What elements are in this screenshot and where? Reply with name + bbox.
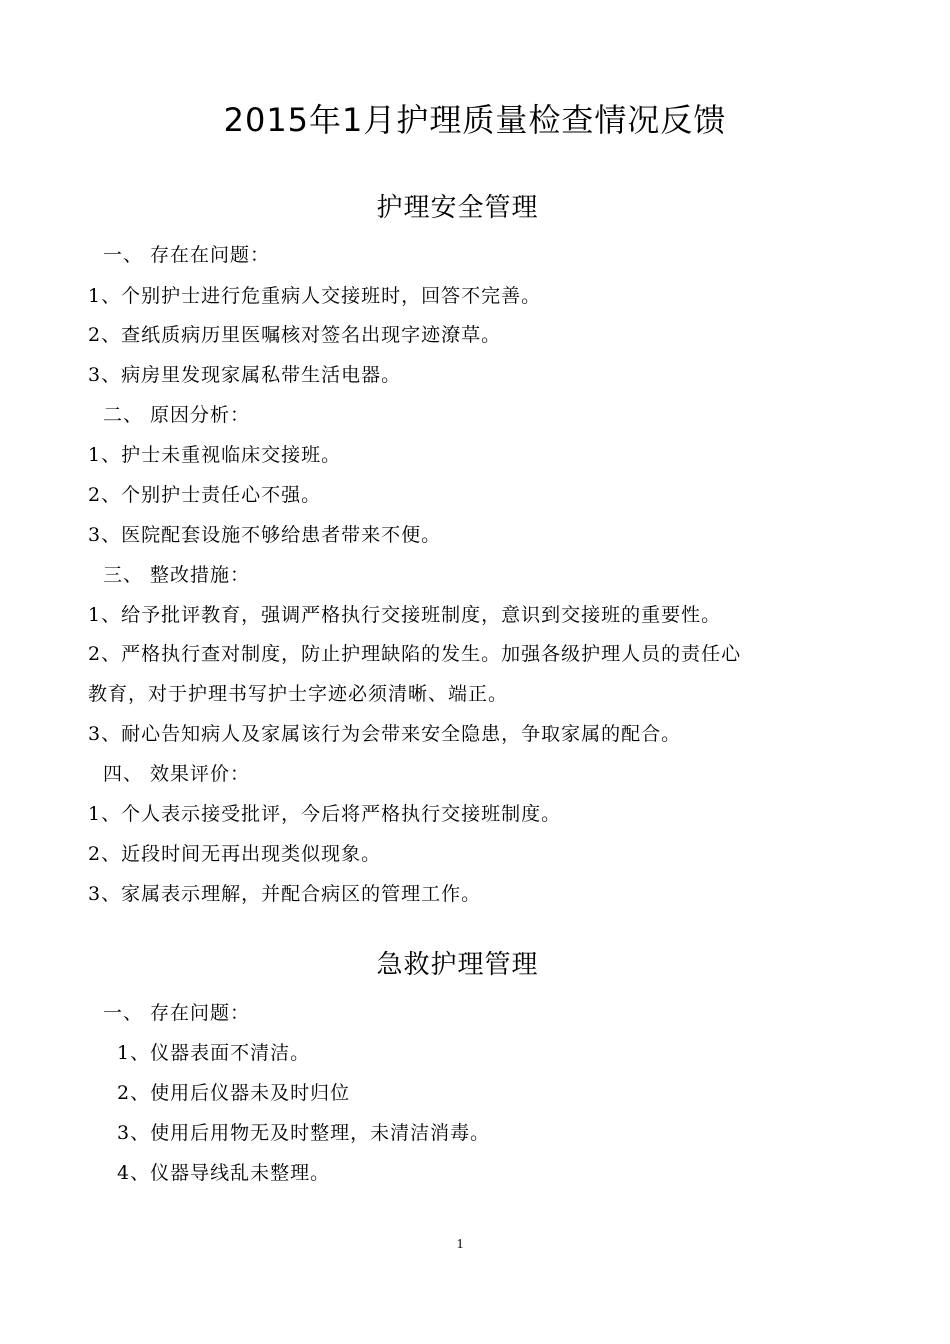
- list-item: 1、个人表示接受批评，今后将严格执行交接班制度。: [88, 803, 562, 825]
- heading-problems: 一、 存在问题：: [103, 1002, 251, 1024]
- list-item: 2、严格执行查对制度，防止护理缺陷的发生。加强各级护理人员的责任心: [88, 643, 742, 665]
- list-item: 3、病房里发现家属私带生活电器。: [88, 364, 402, 386]
- list-item: 2、使用后仪器未及时归位: [117, 1082, 351, 1104]
- list-item: 1、护士未重视临床交接班。: [88, 444, 342, 466]
- page-number: 1: [456, 1237, 464, 1252]
- list-item-continuation: 教育，对于护理书写护士字迹必须清晰、端正。: [88, 683, 509, 705]
- section-title-safety: 护理安全管理: [376, 193, 539, 223]
- list-item: 1、仪器表面不清洁。: [117, 1042, 311, 1064]
- section-title-emergency: 急救护理管理: [376, 950, 539, 980]
- document-title: 2015年1月护理质量检查情况反馈: [223, 101, 727, 139]
- heading-causes: 二、 原因分析：: [103, 404, 251, 426]
- list-item: 3、耐心告知病人及家属该行为会带来安全隐患，争取家属的配合。: [88, 723, 682, 745]
- heading-problems: 一、 存在在问题：: [103, 244, 271, 266]
- list-item: 3、家属表示理解，并配合病区的管理工作。: [88, 883, 482, 905]
- list-item: 1、给予批评教育，强调严格执行交接班制度，意识到交接班的重要性。: [88, 604, 722, 626]
- list-item: 2、查纸质病历里医嘱核对签名出现字迹潦草。: [88, 324, 502, 346]
- list-item: 2、个别护士责任心不强。: [88, 484, 322, 506]
- list-item: 4、仪器导线乱未整理。: [117, 1162, 331, 1184]
- heading-evaluation: 四、 效果评价：: [103, 763, 251, 785]
- list-item: 3、使用后用物无及时整理，未清洁消毒。: [117, 1122, 491, 1144]
- heading-measures: 三、 整改措施：: [103, 564, 251, 586]
- list-item: 2、近段时间无再出现类似现象。: [88, 843, 382, 865]
- list-item: 3、医院配套设施不够给患者带来不便。: [88, 524, 442, 546]
- list-item: 1、个别护士进行危重病人交接班时，回答不完善。: [88, 285, 542, 307]
